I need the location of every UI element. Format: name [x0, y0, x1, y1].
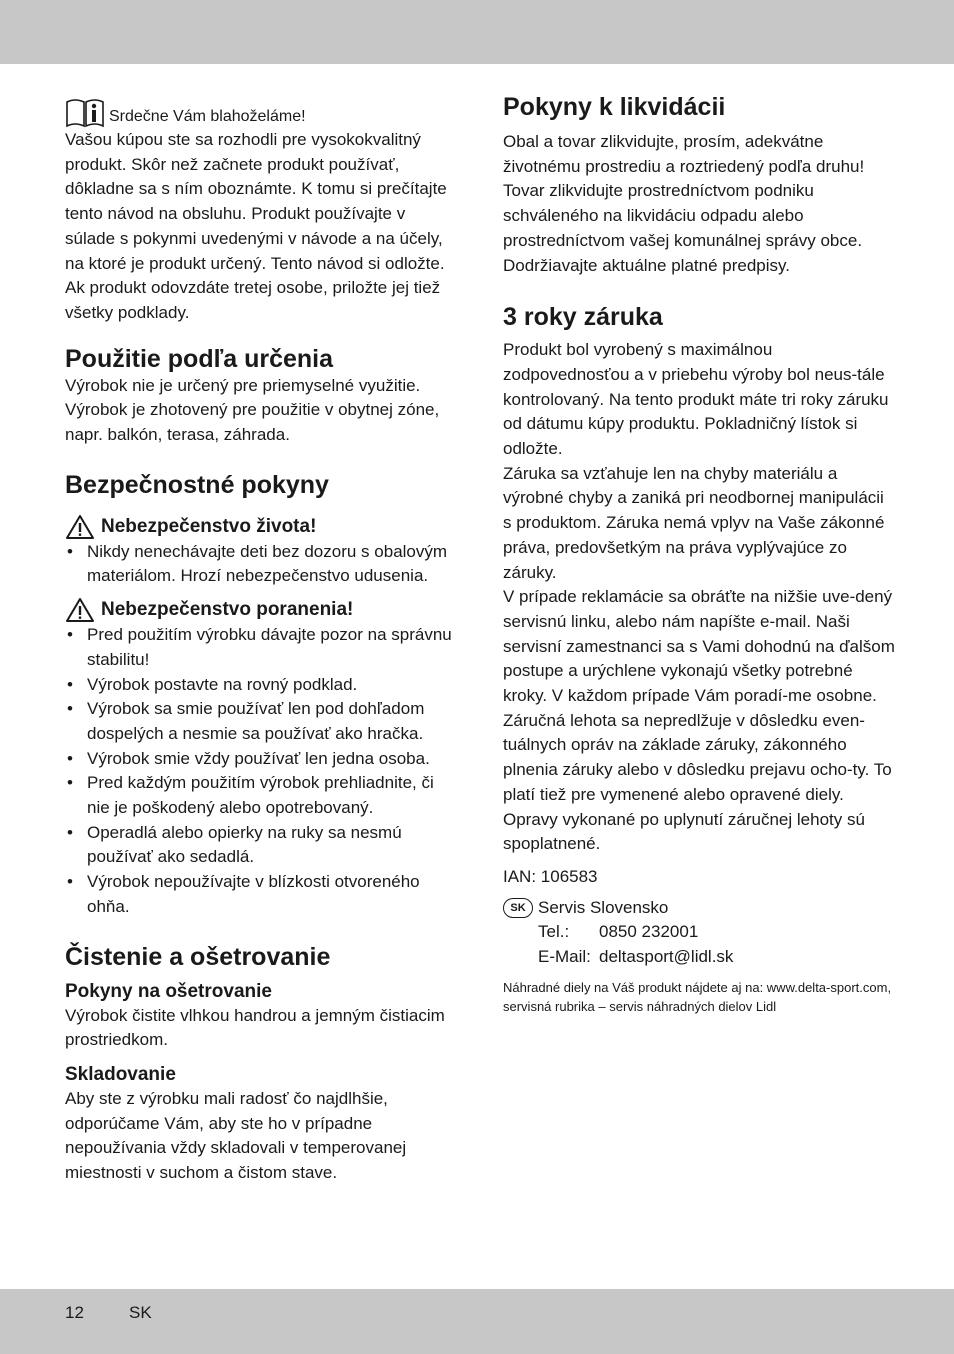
list-item: • Pred každým použitím výrobok prehliadnite, či nie je poškodený alebo opotrebovaný.: [65, 771, 457, 820]
service-contact: [503, 896, 895, 970]
storage-paragraph: Aby ste z výrobku mali radosť čo najdlhšie, odporúčame Vám, aby ste ho v prípadne nepoužívania vždy skladovali v temperovanej miestnosti v suchom a čistom stave.: [65, 1088, 407, 1183]
warranty-paragraph-4: Záručná lehota sa nepredlžuje v dôsledku even-tuálnych opráv na základe záruky, zákonného plnenia záruky alebo v dôsledku prejavu ocho-ty. To platí tiež pre vymenené alebo opravené diely. Opravy vykonané po uplynutí záručnej lehoty sú spoplatnené.: [503, 710, 892, 854]
section-title-safety: Bezpečnostné pokyny: [65, 470, 329, 499]
warranty-paragraph-1: Produkt bol vyrobený s maximálnou zodpovednosťou a v priebehu výroby bol neus-tále kontrolovaný. Na tento produkt máte tri roky záruku od dátumu kúpy produktu. Pokladničný lístok si odložte.: [503, 340, 889, 459]
list-item: • Výrobok sa smie používať len pod dohľadom dospelých a nesmie sa používať ako hračka.: [65, 697, 457, 746]
list-item: • Výrobok nepoužívajte v blízkosti otvoreného ohňa.: [65, 870, 457, 919]
subsection-title-storage: Skladovanie: [65, 1063, 176, 1085]
warning-injury: [65, 597, 457, 623]
intro-paragraph: Vašou kúpou ste sa rozhodli pre vysokokvalitný produkt. Skôr než začnete produkt používať, dôkladne sa s ním oboznámte. K tomu si prečítajte tento návod na obsluhu. Produkt používajte v súlade s pokynmi uvedenými v návode a na účely, na ktoré je produkt určený. Tento návod si odložte. Ak produkt odovzdáte tretej osobe, priložte jej tiež všetky podklady.: [65, 130, 447, 322]
warning-injury-list: [65, 623, 457, 919]
country-badge-icon: SK: [503, 898, 533, 918]
subsection-title-care: Pokyny na ošetrovanie: [65, 980, 272, 1002]
left-column: [65, 96, 457, 1186]
care-paragraph: Výrobok čistite vlhkou handrou a jemným čistiacim prostriedkom.: [65, 1005, 445, 1050]
section-title-warranty: 3 roky záruka: [503, 303, 663, 332]
section-title-cleaning: Čistenie a ošetrovanie: [65, 942, 331, 971]
warning-life: [65, 514, 457, 540]
service-email: [503, 945, 895, 970]
right-column: [503, 92, 895, 1017]
list-item: • Výrobok postavte na rovný podklad.: [65, 673, 457, 698]
warning-triangle-icon: [65, 514, 95, 540]
list-item: • Výrobok smie vždy používať len jedna osoba.: [65, 747, 457, 772]
list-item: • Operadlá alebo opierky na ruky sa nesmú používať ako sedadlá.: [65, 821, 457, 870]
service-phone: [503, 920, 895, 945]
info-book-icon: [65, 96, 105, 128]
warning-life-list: [65, 540, 457, 589]
disposal-paragraph: Obal a tovar zlikvidujte, prosím, adekvátne životnému prostrediu a roztriedený podľa druhu! Tovar zlikvidujte prostredníctvom podniku schváleného na likvidáciu odpadu alebo prostredníctvom vašej komunálnej správy obce. Dodržiavajte aktuálne platné predpisy.: [503, 132, 865, 275]
spare-parts-note: Náhradné diely na Váš produkt nájdete aj na: www.delta-sport.com, servisná rubrika – servis náhradných dielov Lidl: [503, 979, 892, 1015]
service-name: Servis Slovensko: [538, 897, 669, 917]
language-code: SK: [129, 1303, 152, 1322]
ian-number: IAN: 106583: [503, 866, 598, 886]
warning-injury-title: Nebezpečenstvo poranenia!: [101, 599, 354, 621]
section-title-disposal: Pokyny k likvidácii: [503, 93, 726, 121]
greeting-text: Srdečne Vám blahoželáme!: [109, 108, 306, 125]
warranty-paragraph-2: Záruka sa vzťahuje len na chyby materiálu a výrobné chyby a zaniká pri neodbornej manipulácii s produktom. Záruka nemá vplyv na Vaše zákonné práva, predovšetkým na práva vyplývajúce zo záruky.: [503, 463, 885, 582]
warning-life-title: Nebezpečenstvo života!: [101, 515, 317, 537]
use-paragraph: Výrobok nie je určený pre priemyselné využitie. Výrobok je zhotovený pre použitie v obytnej zóne, napr. balkón, terasa, záhrada.: [65, 375, 440, 445]
warning-triangle-icon: [65, 597, 95, 623]
warranty-paragraph-3: V prípade reklamácie sa obráťte na nižšie uve-dený servisnú linku, alebo nám napíšte e-mail. Naši servisní zamestnanci sa s Vami dohodnú na ďalšom postupe a urýchlene vykonajú všetky potrebné kroky. V každom prípade Vám poradí-me osobne.: [503, 587, 895, 706]
email-label: E-Mail:: [538, 947, 591, 967]
list-item: • Nikdy nenechávajte deti bez dozoru s obalovým materiálom. Hrozí nebezpečenstvo udusenia.: [65, 540, 457, 589]
phone-value: 0850 232001: [599, 922, 699, 942]
page-number: 12: [65, 1303, 84, 1322]
phone-label: Tel.:: [538, 922, 570, 942]
email-value: deltasport@lidl.sk: [599, 947, 734, 967]
intro-greeting-line: [65, 96, 457, 128]
header-band: [0, 0, 954, 64]
list-item: • Pred použitím výrobku dávajte pozor na správnu stabilitu!: [65, 623, 457, 672]
section-title-use: Použitie podľa určenia: [65, 344, 334, 373]
